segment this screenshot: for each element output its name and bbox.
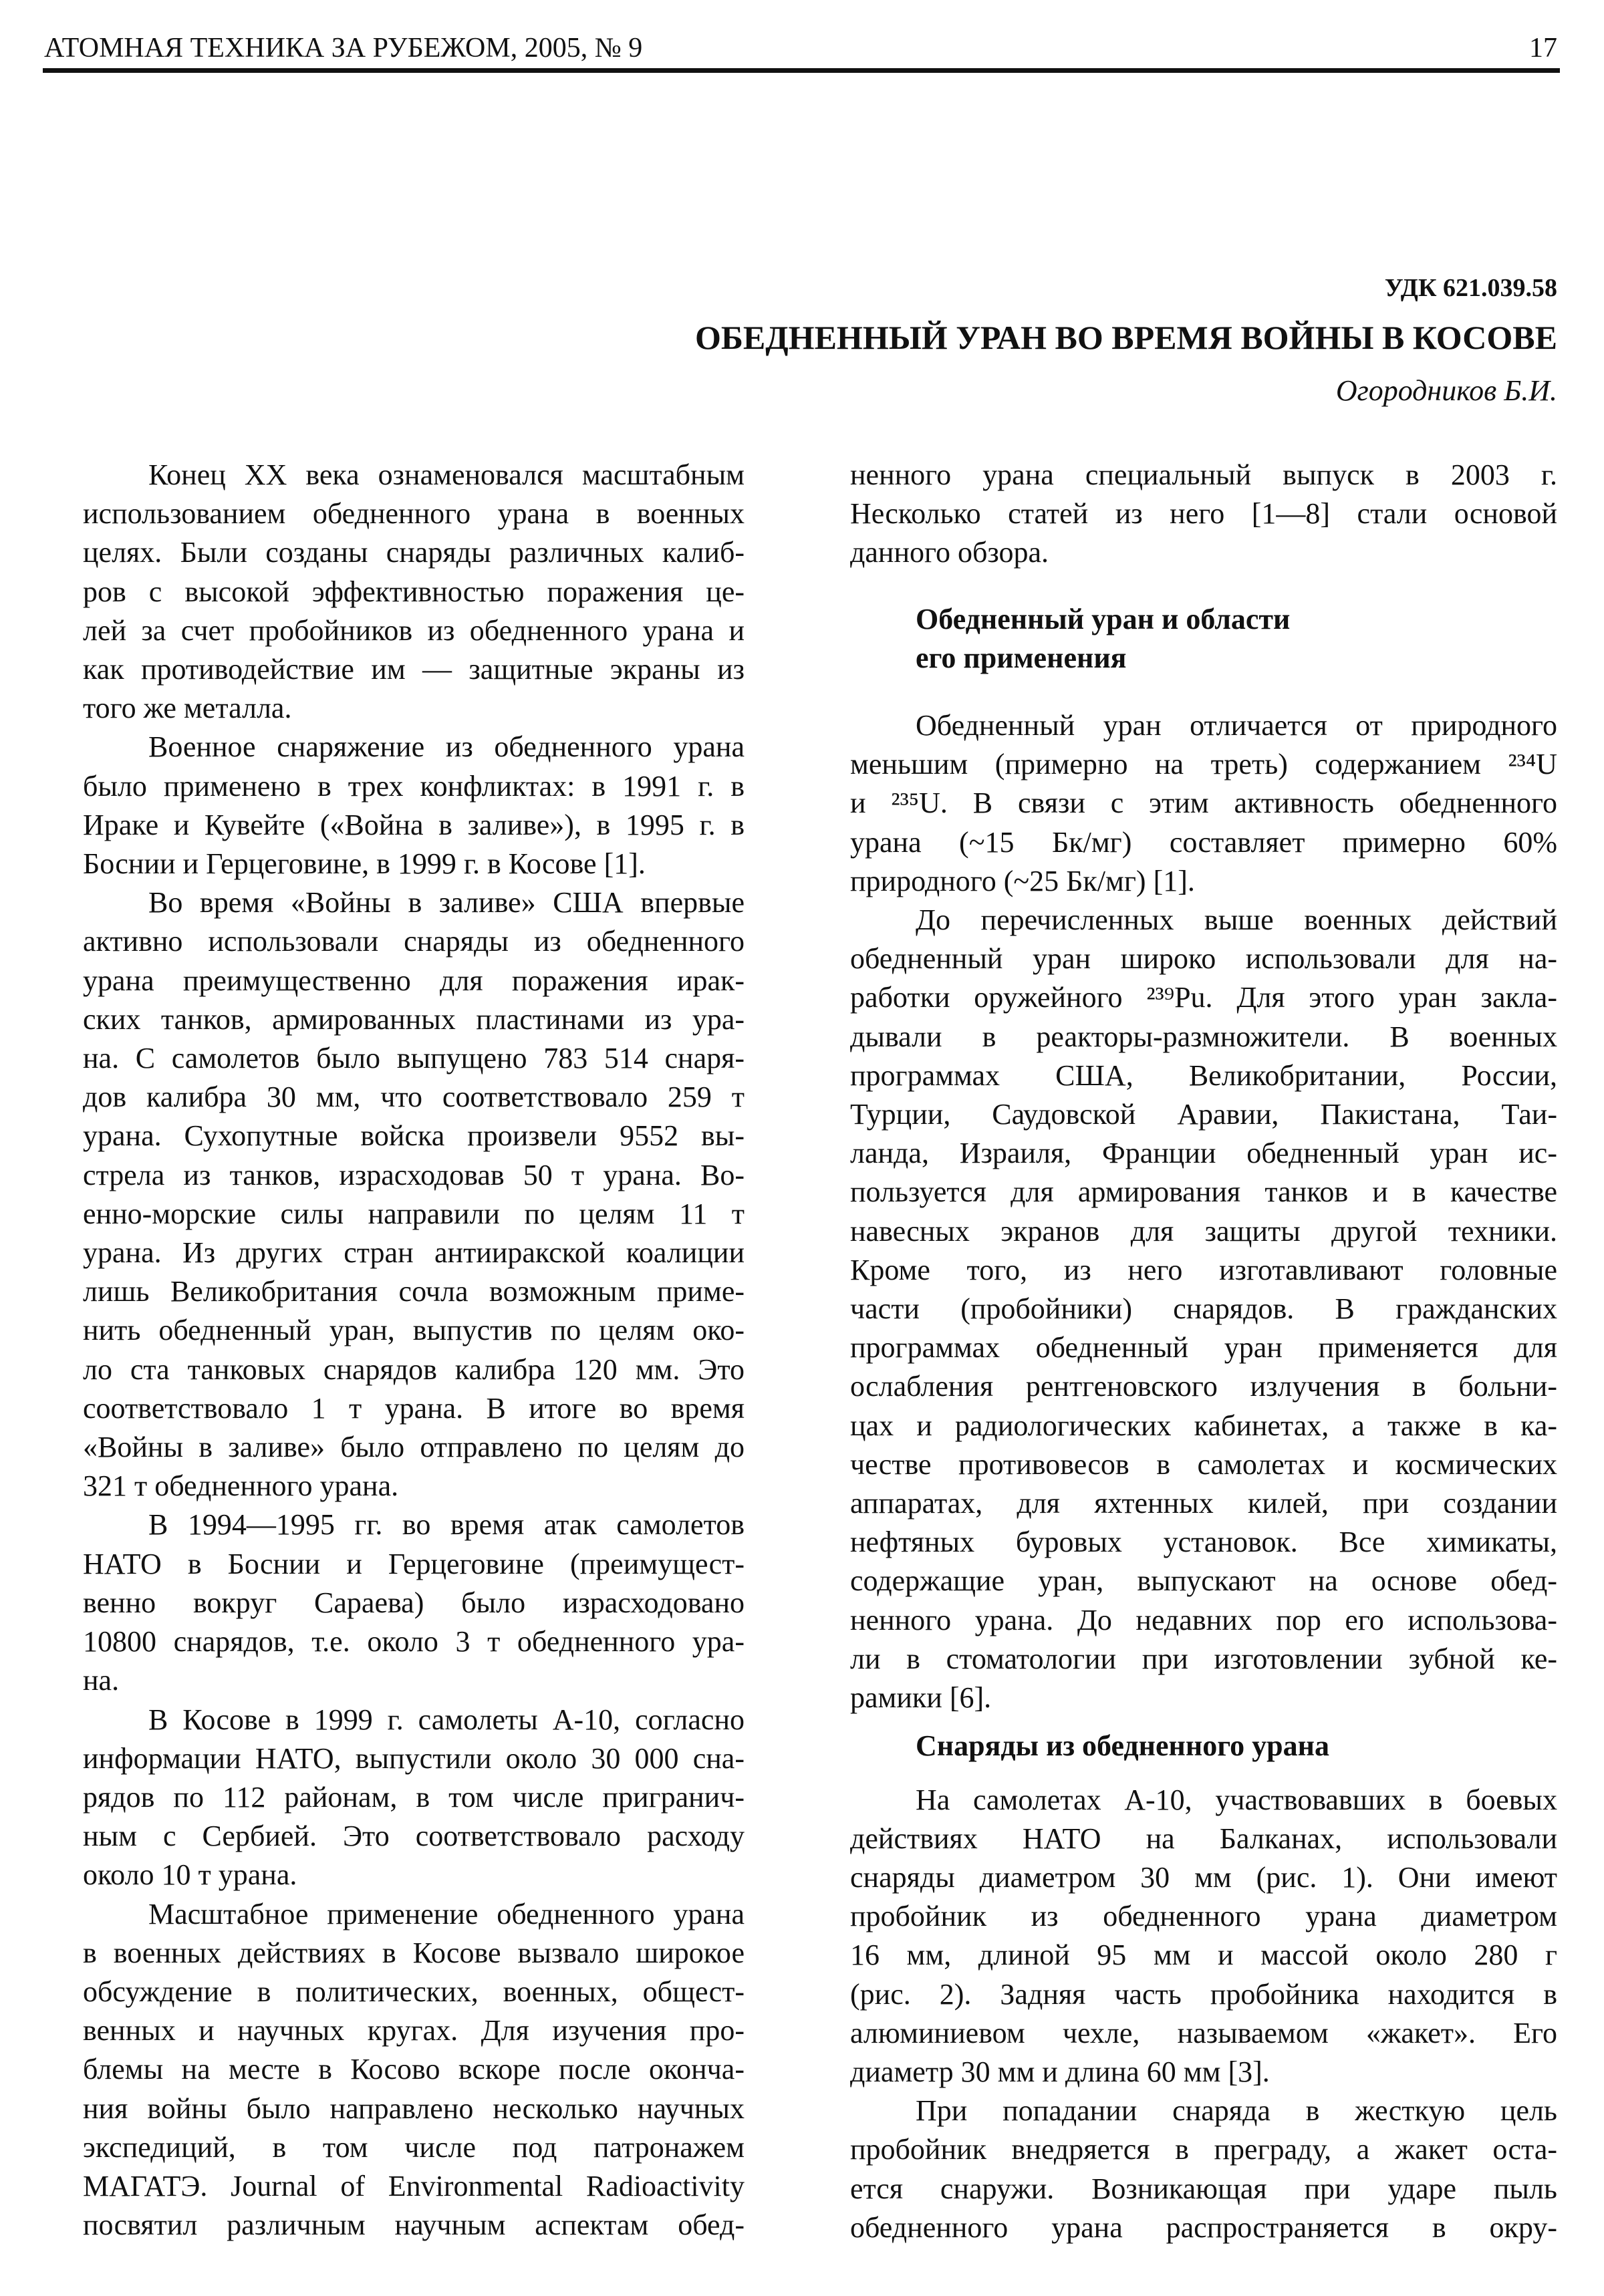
- text-line: как противодействие им — защитные экраны из: [83, 653, 745, 686]
- paragraph: [850, 901, 1557, 1717]
- article-author: Огородников Б.И.: [1335, 374, 1557, 407]
- text-line: урана. Из других стран антииракской коалиции: [83, 1236, 745, 1270]
- text-line: Боснии и Герцеговине, в 1999 г. в Косове [1].: [83, 847, 646, 881]
- paragraph: [850, 456, 1557, 573]
- heading-line: его применения: [916, 641, 1127, 674]
- text-line: Обедненный уран отличается от природного: [916, 709, 1557, 742]
- text-line: дывали в реакторы-размножители. В военных: [850, 1020, 1557, 1053]
- text-line: пробойник внедряется в преграду, а жакет оста-: [850, 2133, 1557, 2166]
- running-header-journal: АТОМНАЯ ТЕХНИКА ЗА РУБЕЖОМ, 2005, № 9: [44, 33, 643, 63]
- paragraph: [850, 706, 1557, 901]
- text-line: урана преимущественно для поражения ирак-: [83, 964, 745, 997]
- text-line: обедненного урана распространяется в окру-: [850, 2210, 1557, 2244]
- text-line: ли в стоматологии при изготовлении зубной ке-: [850, 1642, 1557, 1675]
- text-line: стрела из танков, израсходовав 50 т урана. Во-: [83, 1158, 745, 1191]
- paragraph: [83, 1895, 745, 2245]
- text-line: ло ста танковых снарядов калибра 120 мм. Это: [83, 1352, 745, 1386]
- header-rule: [43, 68, 1560, 73]
- text-line: навесных экранов для защиты другой техники.: [850, 1214, 1557, 1248]
- text-line: меньшим (примерно на треть) содержанием ²³⁴U: [850, 748, 1557, 781]
- text-line: программах США, Великобритании, России,: [850, 1058, 1557, 1092]
- text-line: (рис. 2). Задняя часть пробойника находится в: [850, 1977, 1557, 2011]
- text-line: соответствовало 1 т урана. В итоге во время: [83, 1391, 745, 1425]
- text-line: обедненный уран широко использовали для на-: [850, 942, 1557, 976]
- text-line: посвятил различным научным аспектам обед-: [83, 2208, 745, 2242]
- left-column: [83, 456, 745, 2245]
- text-line: обсуждение в политических, военных, общест-: [83, 1975, 745, 2008]
- text-line: аппаратах, для яхтенных килей, при создании: [850, 1487, 1557, 1520]
- text-line: ненного урана. До недавних пор его использова-: [850, 1603, 1557, 1636]
- right-column: [850, 456, 1557, 2247]
- text-line: Кроме того, из него изготавливают головные: [850, 1253, 1557, 1286]
- text-line: Военное снаряжение из обедненного урана: [148, 730, 745, 764]
- section-heading: [850, 1727, 1557, 1765]
- text-line: на. С самолетов было выпущено 783 514 снаря-: [83, 1042, 745, 1075]
- text-line: работки оружейного ²³⁹Pu. Для этого уран закла-: [850, 981, 1557, 1014]
- text-line: урана (~15 Бк/мг) составляет примерно 60%: [850, 825, 1557, 859]
- text-line: 16 мм, длиной 95 мм и массой около 280 г: [850, 1939, 1557, 1972]
- text-line: Масштабное применение обедненного урана: [148, 1897, 745, 1930]
- text-line: содержащие уран, выпускают на основе обед-: [850, 1564, 1557, 1598]
- text-line: Во время «Войны в заливе» США впервые: [148, 886, 745, 919]
- page-number: 17: [1529, 33, 1557, 63]
- text-line: ских танков, армированных пластинами из ура-: [83, 1002, 745, 1036]
- text-line: диаметр 30 мм и длина 60 мм [3].: [850, 2055, 1270, 2088]
- paragraph: [83, 456, 745, 728]
- text-line: пользуется для армирования танков и в качестве: [850, 1175, 1557, 1209]
- text-line: В Косове в 1999 г. самолеты А-10, согласно: [148, 1703, 745, 1736]
- text-line: информации НАТО, выпустили около 30 000 сна-: [83, 1741, 745, 1775]
- text-line: снаряды диаметром 30 мм (рис. 1). Они имеют: [850, 1860, 1557, 1894]
- text-line: ров с высокой эффективностью поражения це-: [83, 575, 745, 608]
- text-line: экспедиций, в том числе под патронажем: [83, 2130, 745, 2164]
- text-line: ланда, Израиля, Франции обедненный уран ис-: [850, 1137, 1557, 1170]
- text-line: использованием обедненного урана в военных: [83, 497, 745, 531]
- text-line: в военных действиях в Косове вызвало широкое: [83, 1936, 745, 1969]
- text-line: природного (~25 Бк/мг) [1].: [850, 864, 1195, 897]
- text-line: ненного урана специальный выпуск в 2003 г.: [850, 458, 1557, 491]
- text-line: 321 т обедненного урана.: [83, 1469, 399, 1503]
- text-line: енно-морские силы направили по целям 11 т: [83, 1197, 745, 1230]
- text-line: «Войны в заливе» было отправлено по целям до: [83, 1431, 745, 1464]
- paragraph: [83, 728, 745, 883]
- paragraph: [83, 1701, 745, 1895]
- text-line: и ²³⁵U. В связи с этим активность обедненного: [850, 786, 1557, 820]
- udk-code: УДК 621.039.58: [1384, 274, 1557, 302]
- text-line: ется снаружи. Возникающая при ударе пыль: [850, 2172, 1557, 2205]
- text-line: На самолетах А-10, участвовавших в боевых: [916, 1783, 1557, 1816]
- heading-line: Снаряды из обедненного урана: [916, 1729, 1329, 1763]
- text-line: алюминиевом чехле, называемом «жакет». Его: [850, 2016, 1557, 2049]
- paragraph: [83, 1505, 745, 1700]
- text-line: рядов по 112 районам, в том числе пригранич-: [83, 1780, 745, 1814]
- text-line: венных и научных кругах. Для изучения про-: [83, 2014, 745, 2047]
- text-line: нить обедненный уран, выпустив по целям око-: [83, 1314, 745, 1347]
- text-line: ния войны было направлено несколько научных: [83, 2092, 745, 2125]
- text-line: честве противовесов в самолетах и космических: [850, 1447, 1557, 1481]
- text-line: нефтяных буровых установок. Все химикаты,: [850, 1526, 1557, 1559]
- text-line: около 10 т урана.: [83, 1858, 297, 1892]
- text-line: блемы на месте в Косово вскоре после оконча-: [83, 2053, 745, 2086]
- text-line: части (пробойники) снарядов. В гражданских: [850, 1292, 1557, 1326]
- text-line: пробойник из обедненного урана диаметром: [850, 1900, 1557, 1933]
- text-line: Конец XX века ознаменовался масштабным: [148, 458, 745, 491]
- text-line: данного обзора.: [850, 536, 1049, 569]
- text-line: НАТО в Боснии и Герцеговине (преимущест-: [83, 1547, 745, 1580]
- text-line: ным с Сербией. Это соответствовало расходу: [83, 1820, 745, 1853]
- text-line: целях. Были созданы снаряды различных калиб-: [83, 536, 745, 569]
- text-line: цах и радиологических кабинетах, а также в ка-: [850, 1409, 1557, 1442]
- text-line: В 1994—1995 гг. во время атак самолетов: [148, 1508, 745, 1542]
- text-line: лей за счет пробойников из обедненного урана и: [83, 613, 745, 647]
- text-line: 10800 снарядов, т.е. около 3 т обедненного ура-: [83, 1625, 745, 1659]
- text-line: До перечисленных выше военных действий: [916, 903, 1557, 937]
- text-line: действиях НАТО на Балканах, использовали: [850, 1822, 1557, 1855]
- paragraph: [83, 883, 745, 1505]
- text-line: Ираке и Кувейте («Война в заливе»), в 1995 г. в: [83, 808, 745, 841]
- paragraph: [850, 1781, 1557, 2092]
- text-line: активно использовали снаряды из обедненного: [83, 925, 745, 958]
- text-line: Турции, Саудовской Аравии, Пакистана, Таи-: [850, 1098, 1557, 1131]
- text-line: на.: [83, 1664, 120, 1697]
- text-line: рамики [6].: [850, 1681, 992, 1715]
- text-line: дов калибра 30 мм, что соответствовало 259 т: [83, 1081, 745, 1114]
- text-line: венно вокруг Сараева) было израсходовано: [83, 1586, 745, 1619]
- text-line: ослабления рентгеновского излучения в больни-: [850, 1370, 1557, 1403]
- text-line: Несколько статей из него [1—8] стали основой: [850, 497, 1557, 531]
- paragraph: [850, 2092, 1557, 2247]
- text-line: того же металла.: [83, 692, 292, 725]
- text-line: МАГАТЭ. Journal of Environmental Radioactivity: [83, 2169, 745, 2202]
- text-line: При попадании снаряда в жесткую цель: [916, 2094, 1557, 2128]
- text-line: урана. Сухопутные войска произвели 9552 вы-: [83, 1119, 745, 1153]
- text-line: лишь Великобритания сочла возможным приме-: [83, 1275, 745, 1308]
- article-title: ОБЕДНЕННЫЙ УРАН ВО ВРЕМЯ ВОЙНЫ В КОСОВЕ: [694, 319, 1557, 356]
- text-line: программах обедненный уран применяется для: [850, 1331, 1557, 1365]
- heading-line: Обедненный уран и области: [916, 602, 1291, 635]
- text-line: было применено в трех конфликтах: в 1991 г. в: [83, 769, 745, 803]
- section-heading: [850, 600, 1557, 678]
